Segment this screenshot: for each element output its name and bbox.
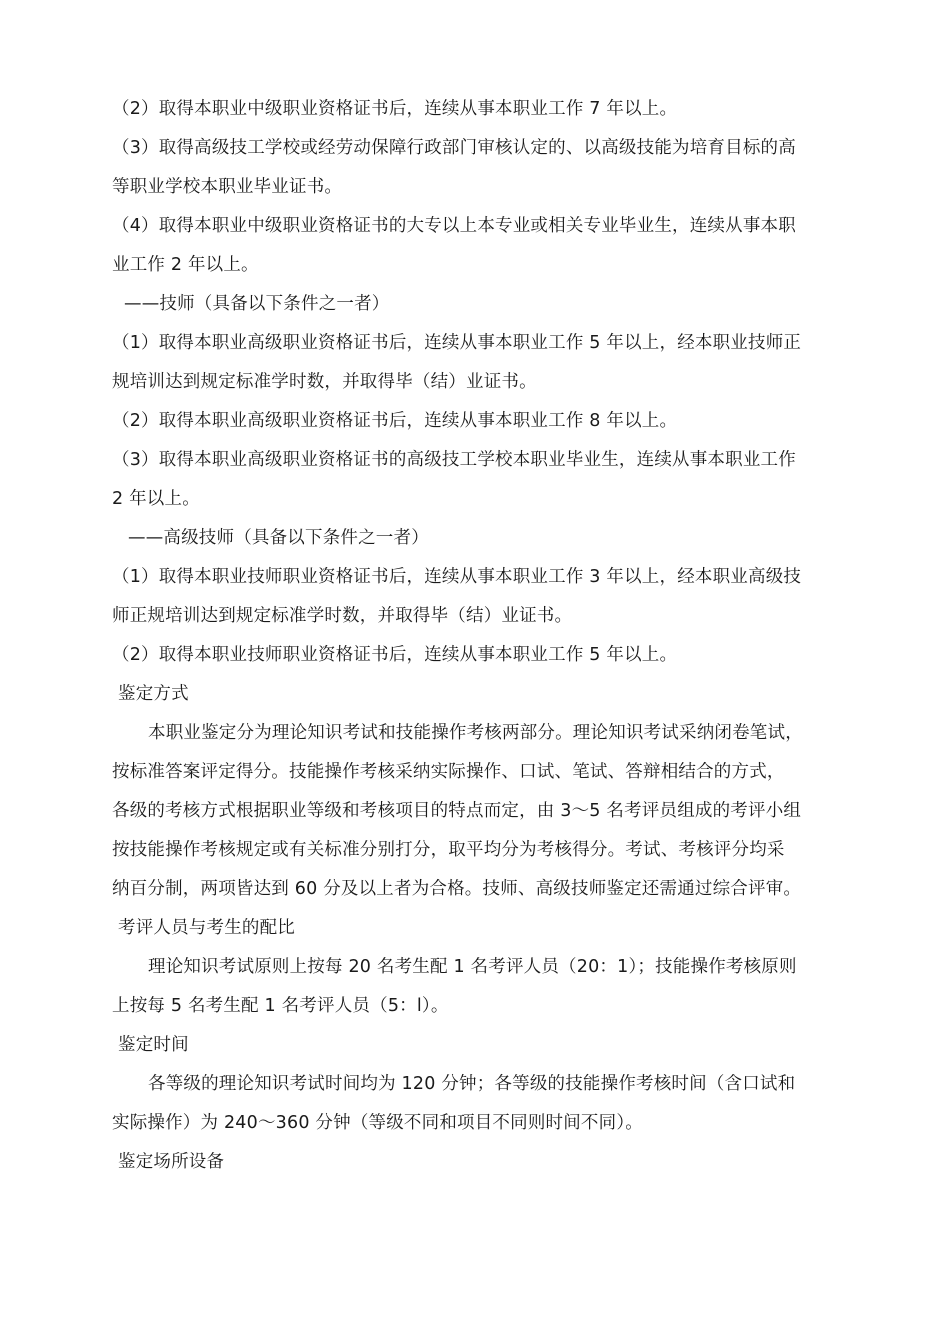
section-heading: 考评人员与考生的配比 <box>118 918 295 938</box>
text-line: 上按每 5 名考生配 1 名考评人员（5：l）。 <box>112 996 449 1016</box>
text-line: 按标准答案评定得分。技能操作考核采纳实际操作、口试、笔试、答辩相结合的方式， <box>112 762 785 782</box>
section-heading: 鉴定时间 <box>118 1035 189 1055</box>
text-line: 2 年以上。 <box>112 489 200 509</box>
text-line: （1）取得本职业高级职业资格证书后，连续从事本职业工作 5 年以上，经本职业技师正 <box>112 333 802 353</box>
text-line: （1）取得本职业技师职业资格证书后，连续从事本职业工作 3 年以上，经本职业高级技 <box>112 567 802 587</box>
text-line: 纳百分制，两项皆达到 60 分及以上者为合格。技师、高级技师鉴定还需通过综合评审。 <box>112 879 802 899</box>
text-line: （2）取得本职业中级职业资格证书后，连续从事本职业工作 7 年以上。 <box>112 99 678 119</box>
text-line: （4）取得本职业中级职业资格证书的大专以上本专业或相关专业毕业生，连续从事本职 <box>112 216 796 236</box>
text-line: 等职业学校本职业毕业证书。 <box>112 177 343 197</box>
section-heading: ——高级技师（具备以下条件之一者） <box>128 528 429 548</box>
section-heading: 鉴定场所设备 <box>118 1152 225 1172</box>
text-line: （2）取得本职业技师职业资格证书后，连续从事本职业工作 5 年以上。 <box>112 645 678 665</box>
text-line: 本职业鉴定分为理论知识考试和技能操作考核两部分。理论知识考试采纳闭卷笔试， <box>148 723 803 743</box>
text-line: 师正规培训达到规定标准学时数，并取得毕（结）业证书。 <box>112 606 573 626</box>
text-line: 各级的考核方式根据职业等级和考核项目的特点而定，由 3～5 名考评员组成的考评小组 <box>112 801 802 821</box>
text-line: （3）取得高级技工学校或经劳动保障行政部门审核认定的、以高级技能为培育目标的高 <box>112 138 796 158</box>
section-heading: 鉴定方式 <box>118 684 189 704</box>
text-line: （3）取得本职业高级职业资格证书的高级技工学校本职业毕业生，连续从事本职业工作 <box>112 450 796 470</box>
text-line: 各等级的理论知识考试时间均为 120 分钟；各等级的技能操作考核时间（含口试和 <box>148 1074 796 1094</box>
text-line: 规培训达到规定标准学时数，并取得毕（结）业证书。 <box>112 372 537 392</box>
text-line: 理论知识考试原则上按每 20 名考生配 1 名考评人员（20：1）；技能操作考核原则 <box>148 957 797 977</box>
text-line: 按技能操作考核规定或有关标准分别打分，取平均分为考核得分。考试、考核评分均采 <box>112 840 785 860</box>
text-line: 业工作 2 年以上。 <box>112 255 259 275</box>
text-line: 实际操作）为 240～360 分钟（等级不同和项目不同则时间不同）。 <box>112 1113 643 1133</box>
section-heading: ——技师（具备以下条件之一者） <box>124 294 390 314</box>
text-line: （2）取得本职业高级职业资格证书后，连续从事本职业工作 8 年以上。 <box>112 411 678 431</box>
